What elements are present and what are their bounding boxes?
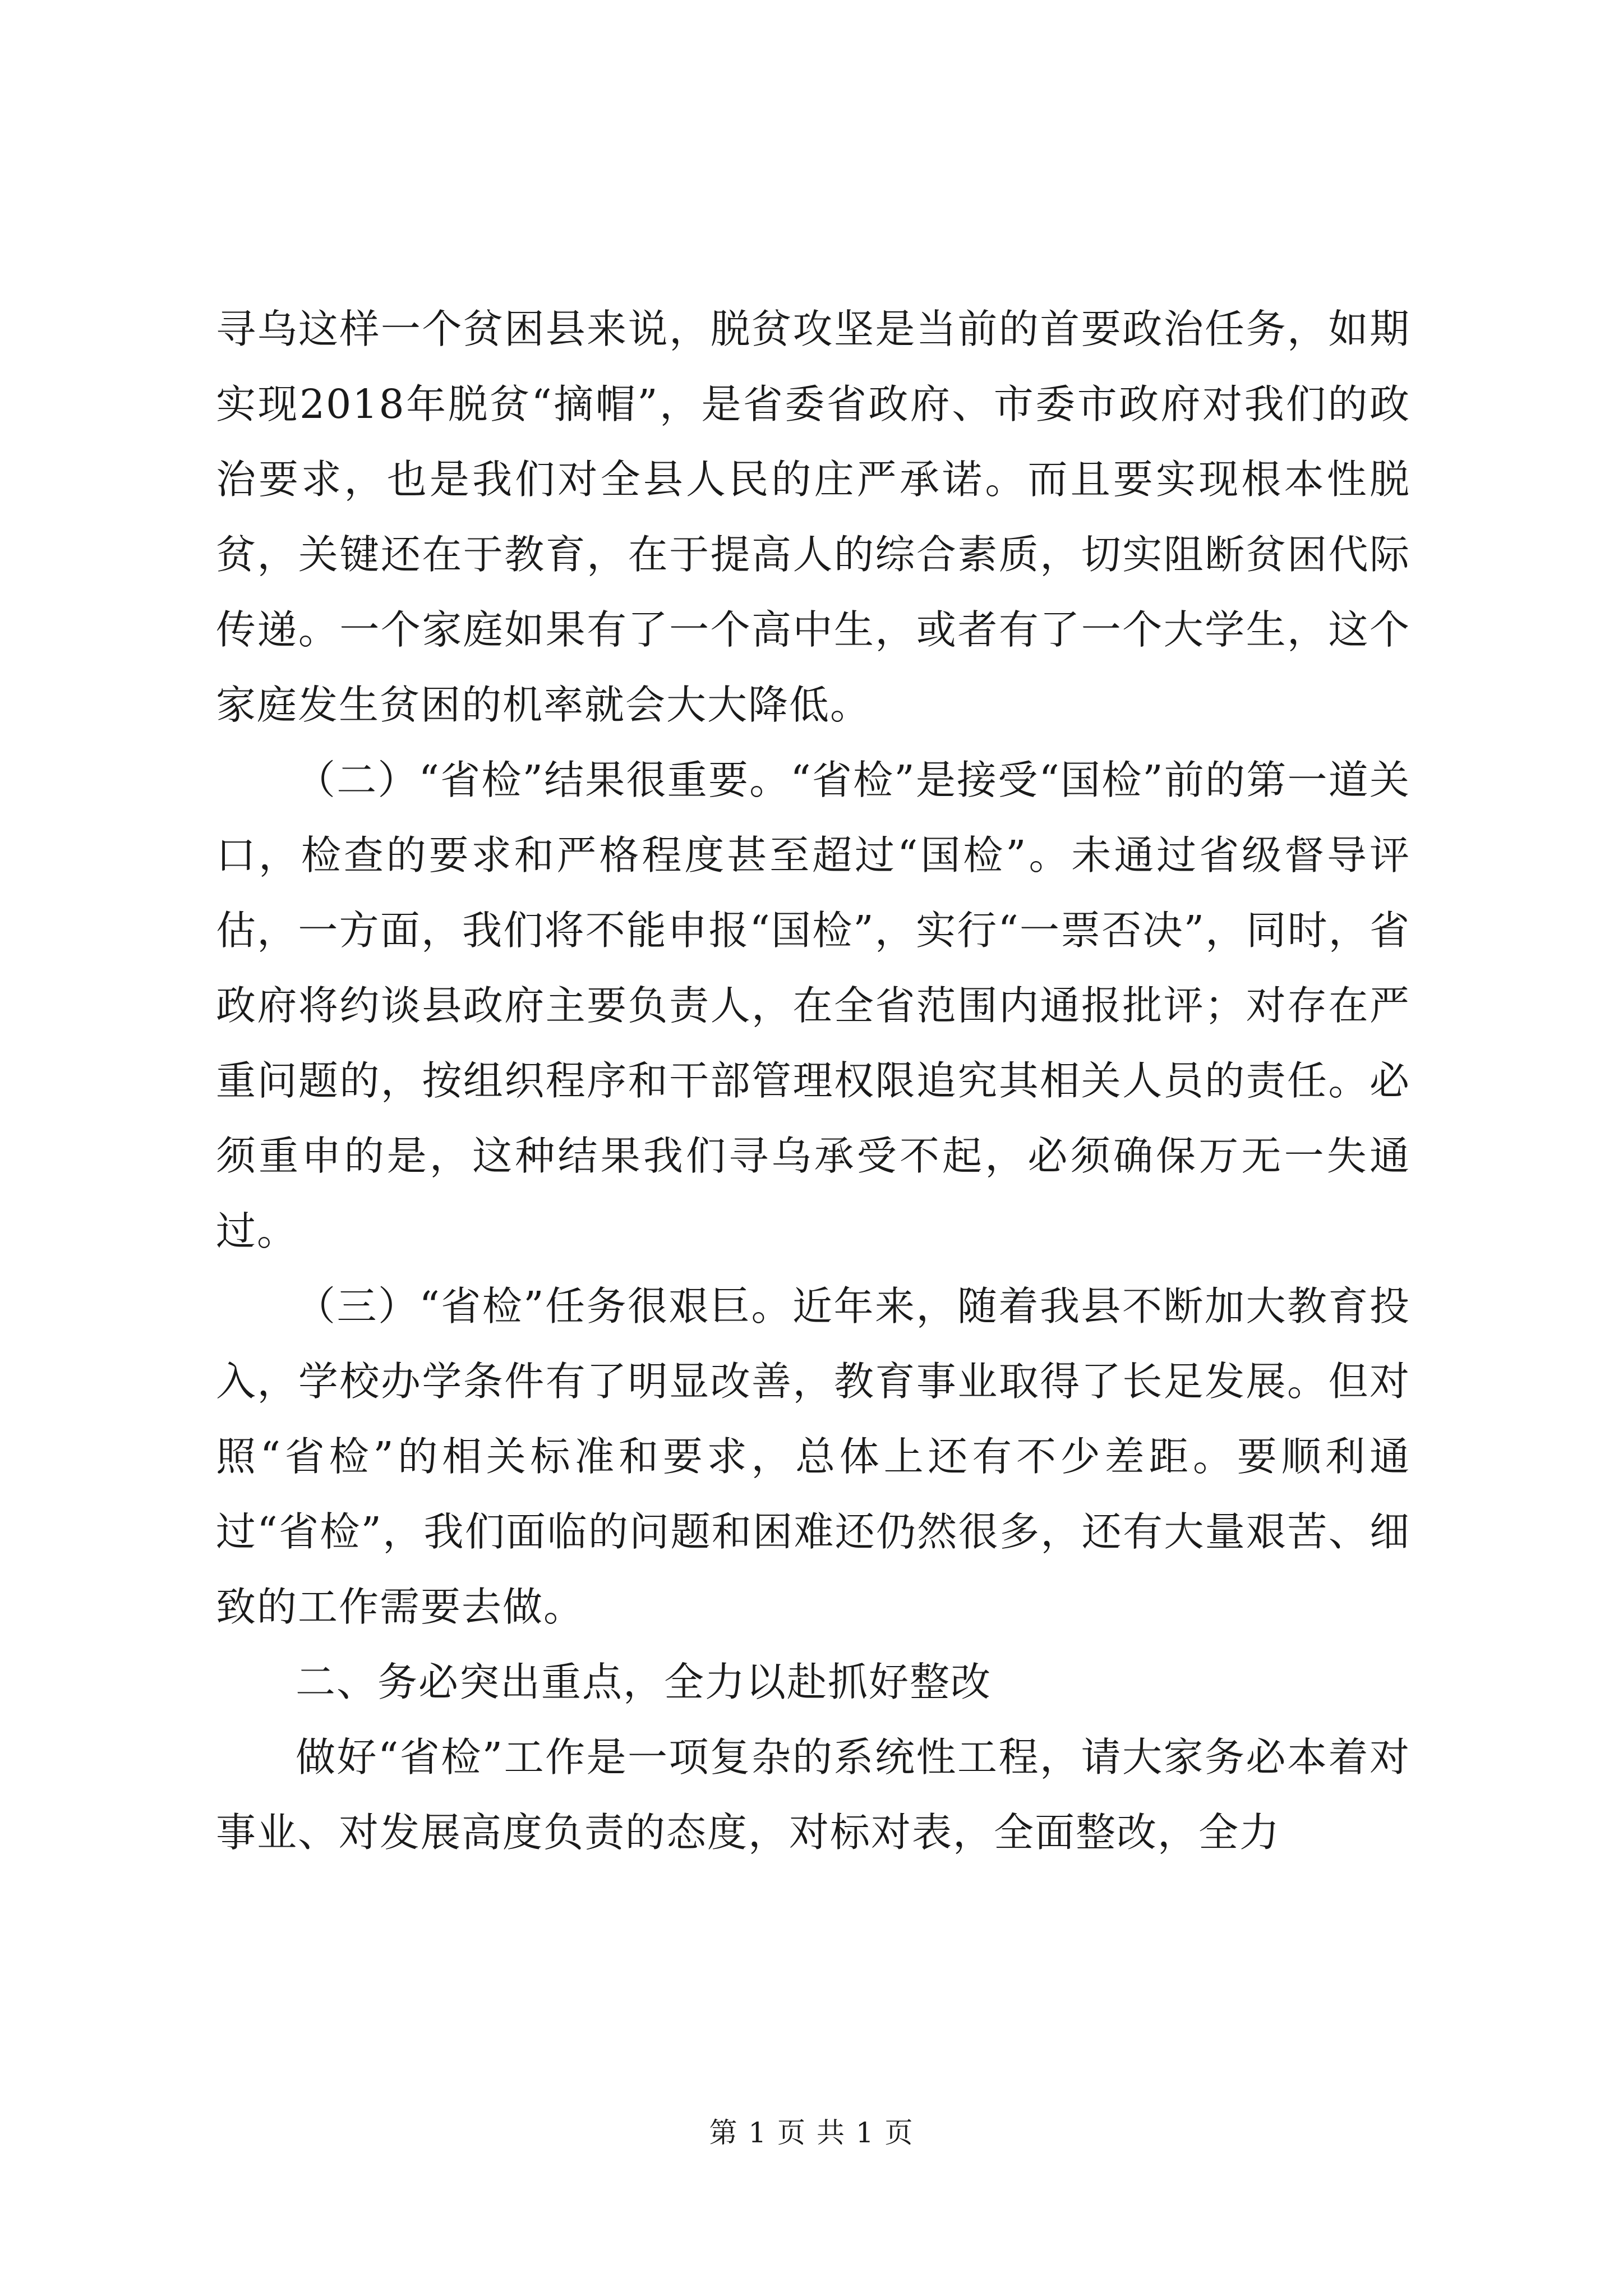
paragraph-1: 寻乌这样一个贫困县来说，脱贫攻坚是当前的首要政治任务，如期实现2018年脱贫“摘帽”，是省委省政府、市委市政府对我们的政治要求，也是我们对全县人民的庄严承诺。而且要实现根本性脱贫，关键还在于教育，在于提高人的综合素质，切实阻断贫困代际传递。一个家庭如果有了一个高中生，或者有了一个大学生，这个家庭发生贫困的机率就会大大降低。 [216, 306, 1410, 728]
paragraph-3: （三）“省检”任务很艰巨。近年来，随着我县不断加大教育投入，学校办学条件有了明显改善，教育事业取得了长足发展。但对照“省检”的相关标准和要求，总体上还有不少差距。要顺利通过“省检”，我们面临的问题和困难还仍然很多，还有大量艰苦、细致的工作需要去做。 [216, 1283, 1410, 1630]
section-heading: 二、务必突出重点，全力以赴抓好整改 [296, 1659, 992, 1705]
page-footer: 第 1 页 共 1 页 [709, 2116, 914, 2149]
document-body [216, 292, 1410, 1870]
paragraph-4: 做好“省检”工作是一项复杂的系统性工程，请大家务必本着对事业、对发展高度负责的态度，对标对表，全面整改，全力 [216, 1734, 1410, 1856]
paragraph-2: （二）“省检”结果很重要。“省检”是接受“国检”前的第一道关口，检查的要求和严格程度甚至超过“国检”。未通过省级督导评估，一方面，我们将不能申报“国检”，实行“一票否决”，同时，省政府将约谈县政府主要负责人，在全省范围内通报批评；对存在严重问题的，按组织程序和干部管理权限追究其相关人员的责任。必须重申的是，这种结果我们寻乌承受不起，必须确保万无一失通过。 [216, 757, 1410, 1254]
